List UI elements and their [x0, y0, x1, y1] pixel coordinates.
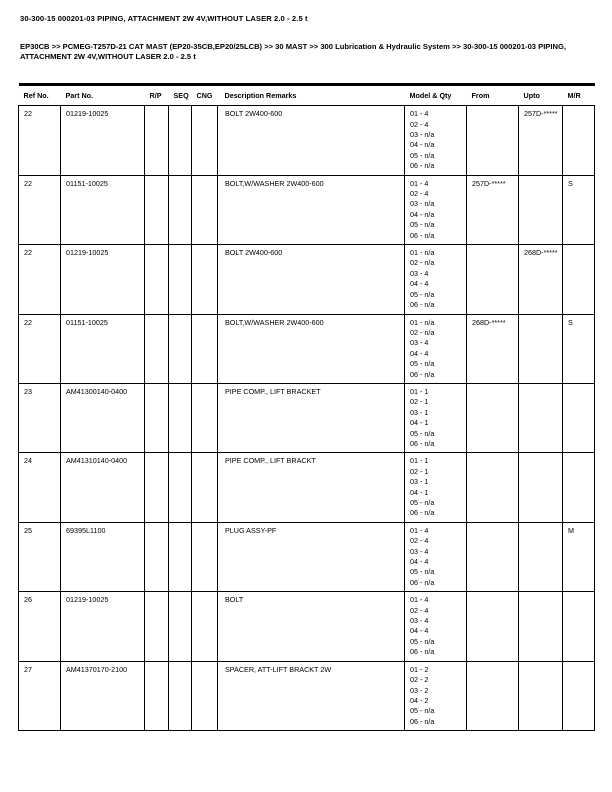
model-qty-line: 02 - 1 — [410, 397, 429, 407]
cell-ref-no: 22 — [19, 245, 61, 314]
page-title: 30-300-15 000201-03 PIPING, ATTACHMENT 2W 4V,WITHOUT LASER 2.0 - 2.5 t — [20, 14, 308, 23]
model-qty-line: 04 - 1 — [410, 487, 429, 497]
model-qty-line: 06 - n/a — [410, 508, 435, 518]
cell-mr: M — [563, 522, 595, 591]
model-qty-line: 02 - 4 — [410, 605, 429, 615]
cell-upto — [519, 592, 563, 661]
model-qty-list — [410, 456, 464, 518]
model-qty-line: 02 - 4 — [410, 189, 429, 199]
col-header-rp: R/P — [145, 85, 169, 106]
cell-part-no: AM41370170-2100 — [61, 661, 145, 730]
cell-model-qty — [405, 453, 467, 522]
model-qty-line: 01 - 4 — [410, 525, 429, 535]
cell-description: BOLT,W/WASHER 2W400-600 — [218, 175, 405, 244]
cell-upto: 257D-***** — [519, 106, 563, 175]
model-qty-line: 01 - n/a — [410, 248, 435, 258]
cell-part-no: 01151-10025 — [61, 314, 145, 383]
model-qty-list — [410, 665, 464, 727]
cell-ref-no: 22 — [19, 106, 61, 175]
model-qty-line: 03 - 4 — [410, 546, 429, 556]
model-qty-line: 01 - 2 — [410, 664, 429, 674]
cell-from — [467, 522, 519, 591]
cell-rp — [145, 383, 169, 452]
cell-description: PIPE COMP., LIFT BRACKT — [218, 453, 405, 522]
cell-ref-no: 26 — [19, 592, 61, 661]
model-qty-line: 03 - 1 — [410, 407, 429, 417]
cell-part-no: 01219-10025 — [61, 106, 145, 175]
cell-upto — [519, 522, 563, 591]
cell-cng — [192, 522, 218, 591]
model-qty-line: 04 - 2 — [410, 695, 429, 705]
cell-part-no: 01151-10025 — [61, 175, 145, 244]
cell-model-qty — [405, 383, 467, 452]
model-qty-line: 02 - 4 — [410, 536, 429, 546]
cell-part-no: 01219-10025 — [61, 592, 145, 661]
cell-mr — [563, 106, 595, 175]
breadcrumb: EP30CB >> PCMEG-T257D-21 CAT MAST (EP20-35CB,EP20/25LCB) >> 30 MAST >> 300 Lubrication & Hydraulic System >> 30-300-15 000201-03 PIPING, ATTACHMENT 2W 4V,WITHOUT LASER 2.0 - 2.5 t — [20, 42, 566, 61]
model-qty-line: 06 - n/a — [410, 230, 435, 240]
cell-model-qty — [405, 522, 467, 591]
model-qty-line: 06 - n/a — [410, 647, 435, 657]
cell-model-qty — [405, 661, 467, 730]
cell-model-qty — [405, 245, 467, 314]
cell-from: 268D-***** — [467, 314, 519, 383]
col-header-description-remarks: Description Remarks — [218, 85, 405, 106]
cell-upto: 268D-***** — [519, 245, 563, 314]
cell-from — [467, 592, 519, 661]
cell-upto — [519, 383, 563, 452]
cell-ref-no: 27 — [19, 661, 61, 730]
cell-mr: S — [563, 175, 595, 244]
model-qty-line: 02 - 1 — [410, 466, 429, 476]
cell-ref-no: 22 — [19, 175, 61, 244]
model-qty-line: 05 - n/a — [410, 498, 435, 507]
model-qty-list — [410, 248, 464, 310]
model-qty-line: 01 - 4 — [410, 178, 429, 188]
model-qty-line: 04 - n/a — [410, 209, 435, 219]
model-qty-list — [410, 318, 464, 380]
table-row — [19, 175, 595, 244]
cell-mr — [563, 245, 595, 314]
cell-cng — [192, 383, 218, 452]
cell-seq — [169, 661, 192, 730]
cell-seq — [169, 175, 192, 244]
cell-seq — [169, 592, 192, 661]
cell-upto — [519, 661, 563, 730]
cell-ref-no: 25 — [19, 522, 61, 591]
cell-rp — [145, 522, 169, 591]
cell-model-qty — [405, 592, 467, 661]
table-row — [19, 106, 595, 175]
cell-cng — [192, 314, 218, 383]
col-header-upto: Upto — [519, 85, 563, 106]
cell-description: BOLT — [218, 592, 405, 661]
table-row — [19, 245, 595, 314]
cell-cng — [192, 453, 218, 522]
cell-ref-no: 24 — [19, 453, 61, 522]
model-qty-line: 05 - n/a — [410, 220, 435, 230]
cell-from — [467, 661, 519, 730]
model-qty-line: 04 - n/a — [410, 140, 435, 150]
cell-seq — [169, 106, 192, 175]
table-row — [19, 661, 595, 730]
cell-description: BOLT 2W400-600 — [218, 106, 405, 175]
model-qty-line: 03 - 4 — [410, 338, 429, 348]
model-qty-line: 01 - 1 — [410, 386, 429, 396]
cell-description: BOLT 2W400-600 — [218, 245, 405, 314]
cell-mr — [563, 383, 595, 452]
model-qty-line: 04 - 1 — [410, 418, 429, 428]
col-header-cng: CNG — [192, 85, 218, 106]
model-qty-list — [410, 179, 464, 241]
model-qty-line: 05 - n/a — [410, 359, 435, 369]
model-qty-line: 01 - 4 — [410, 109, 429, 119]
table-row — [19, 592, 595, 661]
col-header-mr: M/R — [563, 85, 595, 106]
cell-rp — [145, 106, 169, 175]
cell-rp — [145, 661, 169, 730]
model-qty-line: 02 - n/a — [410, 327, 435, 337]
cell-mr — [563, 592, 595, 661]
cell-cng — [192, 592, 218, 661]
model-qty-list — [410, 387, 464, 449]
cell-seq — [169, 314, 192, 383]
model-qty-line: 03 - 4 — [410, 268, 429, 278]
cell-seq — [169, 453, 192, 522]
table-row — [19, 522, 595, 591]
model-qty-line: 04 - 4 — [410, 626, 429, 636]
cell-upto — [519, 175, 563, 244]
cell-rp — [145, 453, 169, 522]
model-qty-line: 05 - n/a — [410, 706, 435, 716]
cell-mr: S — [563, 314, 595, 383]
model-qty-line: 06 - n/a — [410, 161, 435, 171]
cell-cng — [192, 106, 218, 175]
table-row — [19, 453, 595, 522]
col-header-model-qty: Model & Qty — [405, 85, 467, 106]
cell-mr — [563, 453, 595, 522]
model-qty-line: 06 - n/a — [410, 716, 435, 726]
model-qty-line: 01 - 1 — [410, 456, 429, 466]
model-qty-line: 01 - n/a — [410, 317, 435, 327]
cell-part-no: AM41310140-0400 — [61, 453, 145, 522]
model-qty-line: 04 - 4 — [410, 557, 429, 567]
cell-ref-no: 23 — [19, 383, 61, 452]
cell-from — [467, 245, 519, 314]
model-qty-line: 06 - n/a — [410, 369, 435, 379]
cell-rp — [145, 245, 169, 314]
model-qty-line: 05 - n/a — [410, 636, 435, 646]
model-qty-line: 06 - n/a — [410, 300, 435, 310]
model-qty-line: 03 - n/a — [410, 130, 435, 139]
cell-part-no: 01219-10025 — [61, 245, 145, 314]
model-qty-line: 05 - n/a — [410, 150, 435, 160]
model-qty-list — [410, 526, 464, 588]
cell-upto — [519, 453, 563, 522]
table-body — [19, 106, 595, 731]
col-header-seq: SEQ — [169, 85, 192, 106]
cell-from — [467, 453, 519, 522]
model-qty-line: 05 - n/a — [410, 289, 435, 299]
model-qty-list — [410, 595, 464, 657]
cell-rp — [145, 592, 169, 661]
table-row — [19, 383, 595, 452]
model-qty-line: 05 - n/a — [410, 567, 435, 577]
table-header-row — [19, 85, 595, 106]
cell-seq — [169, 522, 192, 591]
cell-mr — [563, 661, 595, 730]
parts-table — [18, 83, 595, 731]
cell-seq — [169, 245, 192, 314]
cell-cng — [192, 175, 218, 244]
cell-cng — [192, 661, 218, 730]
model-qty-line: 03 - n/a — [410, 199, 435, 209]
model-qty-line: 06 - n/a — [410, 577, 435, 587]
model-qty-line: 03 - 1 — [410, 477, 429, 487]
cell-part-no: AM41300140-0400 — [61, 383, 145, 452]
model-qty-line: 04 - 4 — [410, 348, 429, 358]
col-header-part-no: Part No. — [61, 85, 145, 106]
cell-model-qty — [405, 175, 467, 244]
model-qty-line: 02 - 2 — [410, 675, 429, 685]
model-qty-line: 04 - 4 — [410, 279, 429, 289]
model-qty-line: 06 - n/a — [410, 438, 435, 448]
model-qty-line: 02 - n/a — [410, 258, 435, 268]
cell-description: PLUG ASSY-PF — [218, 522, 405, 591]
cell-description: PIPE COMP., LIFT BRACKET — [218, 383, 405, 452]
cell-from: 257D-***** — [467, 175, 519, 244]
col-header-from: From — [467, 85, 519, 106]
cell-cng — [192, 245, 218, 314]
model-qty-line: 05 - n/a — [410, 428, 435, 438]
cell-rp — [145, 175, 169, 244]
cell-seq — [169, 383, 192, 452]
cell-model-qty — [405, 106, 467, 175]
cell-from — [467, 106, 519, 175]
cell-ref-no: 22 — [19, 314, 61, 383]
model-qty-line: 03 - 2 — [410, 685, 429, 695]
cell-description: BOLT,W/WASHER 2W400-600 — [218, 314, 405, 383]
model-qty-list — [410, 109, 464, 171]
cell-from — [467, 383, 519, 452]
table-row — [19, 314, 595, 383]
cell-description: SPACER, ATT-LIFT BRACKT 2W — [218, 661, 405, 730]
model-qty-line: 02 - 4 — [410, 119, 429, 129]
cell-model-qty — [405, 314, 467, 383]
col-header-ref-no: Ref No. — [19, 85, 61, 106]
cell-rp — [145, 314, 169, 383]
cell-part-no: 69395L1100 — [61, 522, 145, 591]
model-qty-line: 01 - 4 — [410, 595, 429, 605]
cell-upto — [519, 314, 563, 383]
model-qty-line: 03 - 4 — [410, 616, 429, 626]
